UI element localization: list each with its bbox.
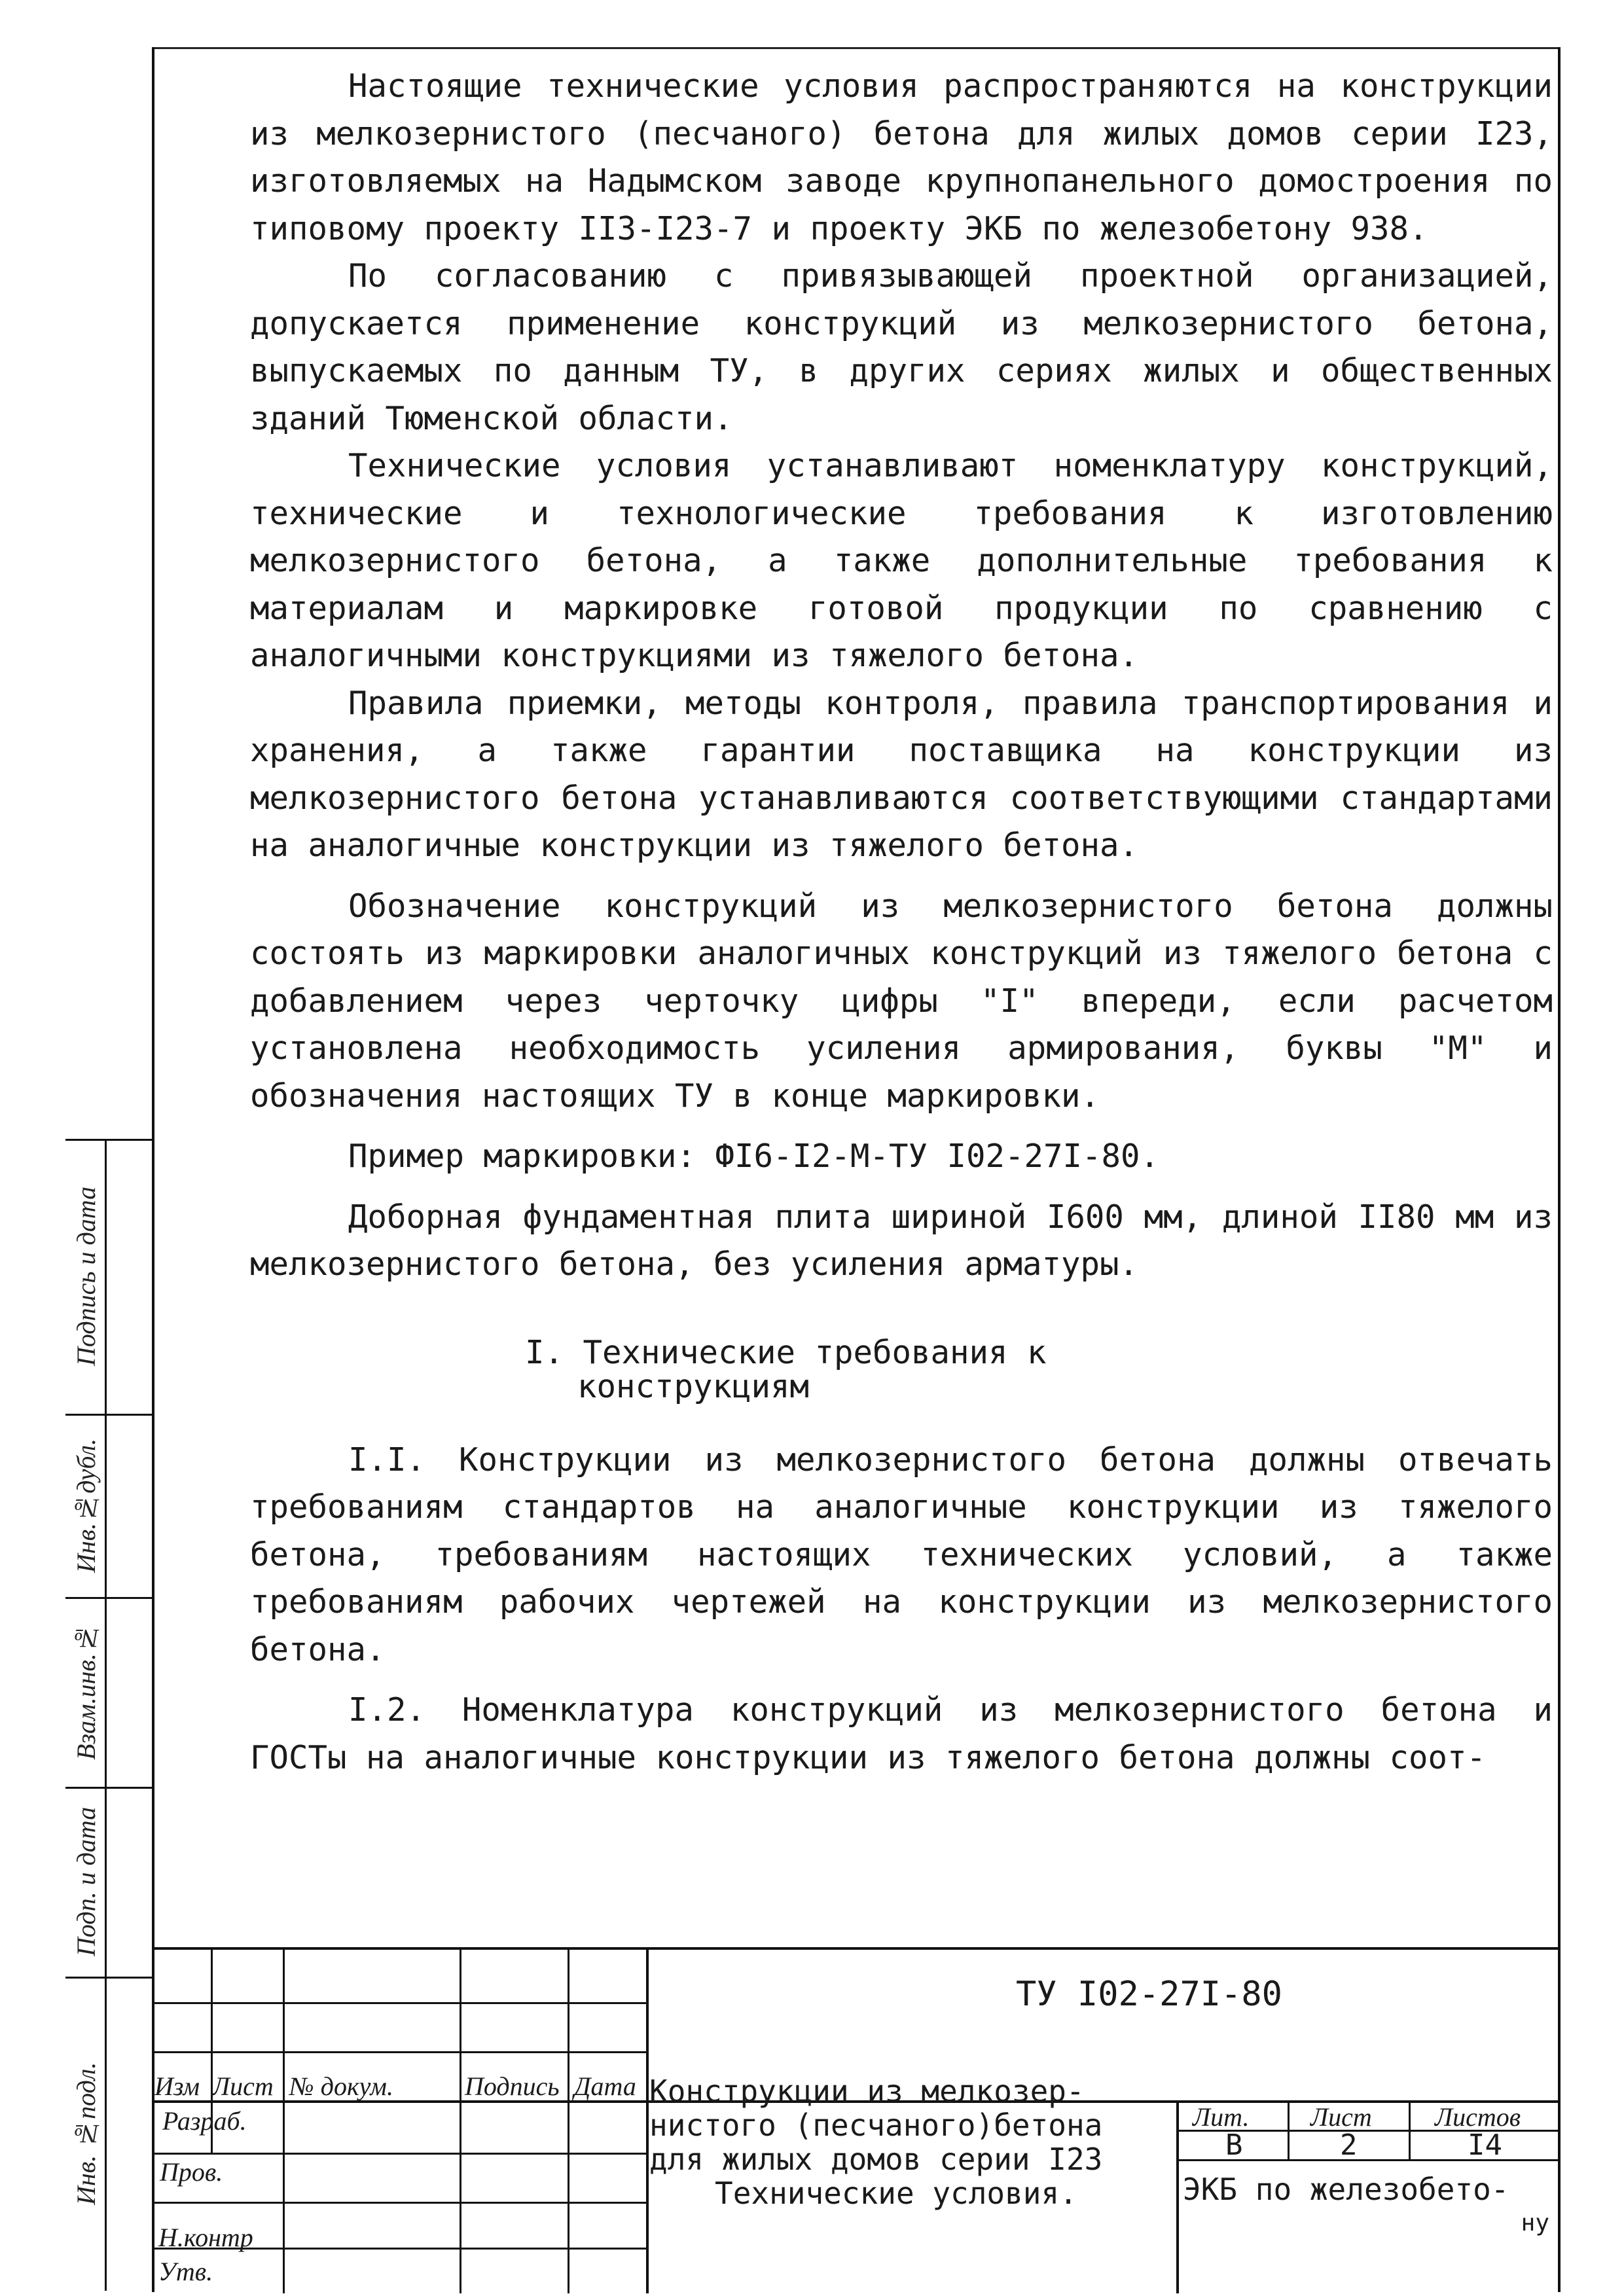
section-heading: [250, 1333, 1553, 1405]
org-line-2: ну: [1521, 2210, 1549, 2236]
side-stamp-replace-inv: Взам.инв.№: [71, 1624, 101, 1760]
title-block: [152, 1947, 1561, 2293]
paragraph-marking-example: Пример маркировки: ФI6-I2-М-ТУ I02-27I-80.: [348, 1138, 1160, 1175]
side-stamp-sign-date: Подп. и дата: [71, 1806, 101, 1957]
col-header-sheet: Лист: [212, 2072, 274, 2101]
title-line-2: нистого (песчаного)бетона: [649, 2108, 1103, 2143]
document-body: [250, 63, 1553, 1782]
paragraph-acceptance: Правила приемки, методы контроля, правила транспортирования и хранения, а также гарантии поставщика на конструкции из мелкозернистого бетона устанавливаются соответствующими стандартами на аналогичные конструкции из тяжелого бетона.: [250, 684, 1553, 864]
paragraph-designation: Обозначение конструкций из мелкозернистого бетона должны состоять из маркировки аналогичных конструкций из тяжелого бетона с добавлением через черточку цифры "I" впереди, если расчетом установлена необходимость усиления армирования, буквы "М" и обозначения настоящих ТУ в конце маркировки.: [250, 887, 1553, 1115]
col-header-change: Изм: [154, 2072, 200, 2101]
col-header-date: Дата: [574, 2072, 636, 2101]
organization: [1183, 2172, 1549, 2240]
side-stamp-orig-inv: Инв. №подл.: [71, 2062, 101, 2206]
col-header-doc-number: № докум.: [289, 2072, 393, 2101]
paragraph-requirements: Технические условия устанавливают номенклатуру конструкций, технические и технологические требования к изготовлению мелкозернистого бетона, а также дополнительные требования к материалам и маркировке готовой продукции по сравнению с аналогичными конструкциями из тяжелого бетона.: [250, 447, 1553, 674]
paragraph-application: По согласованию с привязывающей проектной организацией, допускается применение конструкций из мелкозернистого бетона, выпускаемых по данным ТУ, в других сериях жилых и общественных зданий Тюменской области.: [250, 257, 1553, 437]
side-stamp-dup-inv: Инв.№дубл.: [71, 1438, 101, 1573]
side-stamp: [65, 1139, 152, 2291]
sheet-header-sheets: Листов: [1435, 2102, 1521, 2132]
clause-1-1: I.I. Конструкции из мелкозернистого бетона должны отвечать требованиям стандартов на аналогичные конструкции из тяжелого бетона, требованиям настоящих технических условий, а также требованиям рабочих чертежей на конструкции из мелкозернистого бетона.: [250, 1441, 1553, 1668]
document-code: ТУ I02-27I-80: [1016, 1975, 1282, 2014]
side-stamp-signature-date: Подпись и дата: [71, 1186, 101, 1367]
paragraph-example-description: Доборная фундаментная плита шириной I600 мм, длиной II80 мм из мелкозернистого бетона, без усиления арматуры.: [250, 1198, 1553, 1283]
page-frame-top: [152, 47, 1559, 49]
title-line-4: Технические условия.: [715, 2176, 1077, 2211]
role-approved: Утв.: [158, 2257, 213, 2286]
sheet-header-letter: Лит.: [1193, 2102, 1250, 2132]
title-line-3: для жилых домов серии I23: [649, 2142, 1103, 2177]
sheet-number-value: 2: [1340, 2128, 1358, 2162]
document-title: [649, 2074, 1173, 2210]
role-norm-control: Н.контр: [158, 2223, 253, 2252]
col-header-signature: Подпись: [465, 2072, 560, 2101]
title-line-1: Конструкции из мелкозер-: [649, 2073, 1085, 2109]
org-line-1: ЭКБ по железобето-: [1183, 2172, 1509, 2207]
clause-1-2: I.2. Номенклатура конструкций из мелкозернистого бетона и ГОСТы на аналогичные конструкции из тяжелого бетона должны соот-: [250, 1691, 1553, 1776]
section-heading-line2: конструкциям: [577, 1367, 810, 1405]
paragraph-scope: Настоящие технические условия распространяются на конструкции из мелкозернистого (песчаного) бетона для жилых домов серии I23, изготовляемых на Надымском заводе крупнопанельного домостроения по типовому проекту II3-I23-7 и проекту ЭКБ по железобетону 938.: [250, 67, 1553, 247]
sheet-count-value: I4: [1468, 2128, 1502, 2162]
role-developer: Разраб.: [162, 2106, 247, 2136]
section-heading-line1: I. Технические требования к: [525, 1333, 1047, 1371]
sheet-letter-value: В: [1225, 2128, 1243, 2162]
sheet-header-sheet: Лист: [1310, 2102, 1372, 2132]
role-checker: Пров.: [160, 2157, 223, 2187]
